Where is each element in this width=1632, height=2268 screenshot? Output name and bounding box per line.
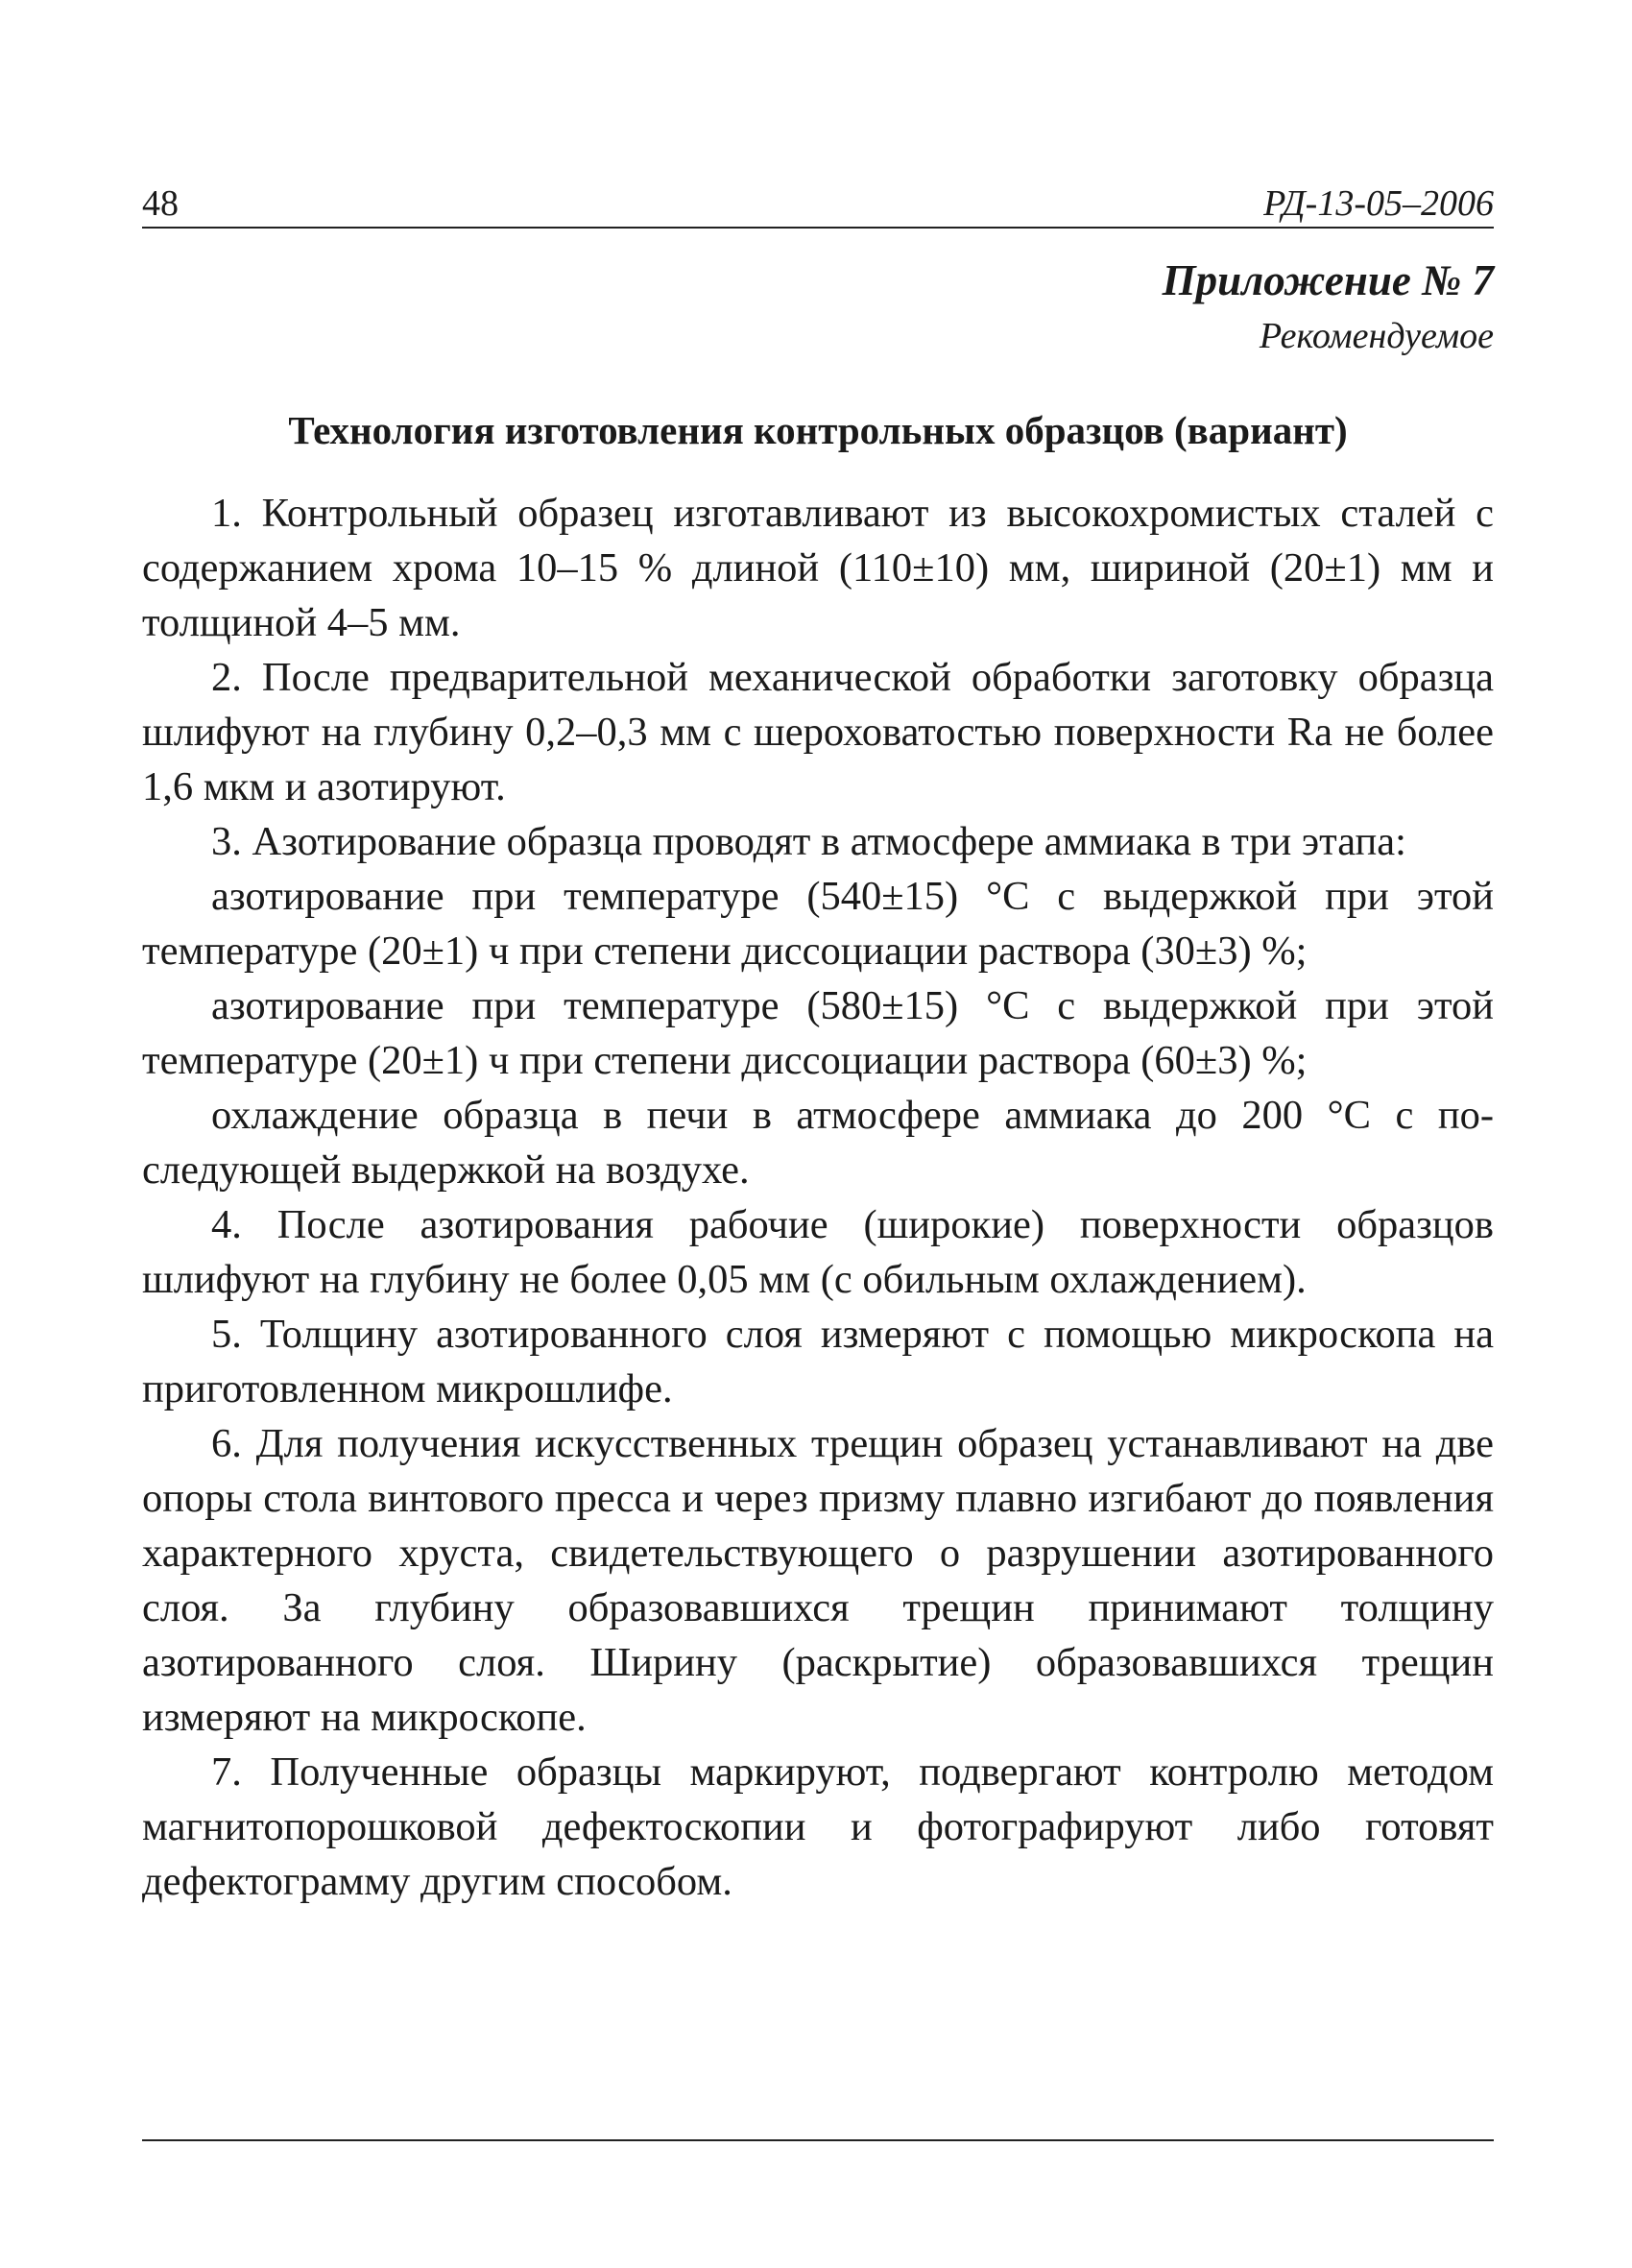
paragraph-3-stage-1: азотирование при температуре (540±15) °С с выдержкой при этой температуре (20±1) ч при степени диссоциации раствора (30±3) %; xyxy=(142,874,1494,974)
paragraph-4: 4. После азотирования рабочие (широкие) поверхности образцов шлифуют на глубину не более 0,05 мм (с обильным охлаждением). xyxy=(142,1202,1494,1302)
paragraph-5: 5. Толщину азотированного слоя измеряют с помощью микроскопа на приготовленном микрошлифе. xyxy=(142,1312,1494,1411)
paragraph-7: 7. Полученные образцы маркируют, подвергают контролю методом магнитопорошковой дефектоскопии и фотографируют либо готовят дефектограмму другим способом. xyxy=(142,1749,1494,1904)
appendix-title: Приложение № 7 xyxy=(1162,256,1494,304)
section-heading: Технология изготовления контрольных образцов (вариант) xyxy=(288,408,1348,452)
appendix-label xyxy=(1163,252,1494,363)
paragraph-2: 2. После предварительной механической обработки заготовку образца шлифуют на глубину 0,2–0,3 мм с шероховатостью поверхности Ra не более 1,6 мкм и азотируют. xyxy=(142,655,1494,809)
body-text xyxy=(142,486,1494,1909)
footer-divider xyxy=(142,2139,1494,2141)
page-number: 48 xyxy=(142,183,179,224)
paragraph-3: 3. Азотирование образца проводят в атмосфере аммиака в три этапа: xyxy=(211,819,1406,864)
paragraph-6: 6. Для получения искусственных трещин образец устанавливают на две опоры стола винтового пресса и через призму плавно изгибают до появления характерного хруста, свидетельствующего о разрушении азотированного слоя. За глубину образовавшихся трещин принимают толщину азотированного слоя. Ширину (раскрытие) образовавшихся трещин измеряют на микроскопе. xyxy=(142,1421,1494,1740)
paragraph-3-stage-2: азотирование при температуре (580±15) °С с выдержкой при этой температуре (20±1) ч при степени диссоциации раствора (60±3) %; xyxy=(142,983,1494,1083)
appendix-subtitle: Рекомендуемое xyxy=(1259,316,1494,356)
paragraph-3-stage-3: охлаждение образца в печи в атмосфере аммиака до 200 °С с последующей выдержкой на воздухе. xyxy=(142,1093,1494,1193)
paragraph-1: 1. Контрольный образец изготавливают из высокохромистых сталей с содержанием хрома 10–15 % длиной (110±10) мм, шириной (20±1) мм и толщиной 4–5 мм. xyxy=(142,491,1494,645)
document-code: РД-13-05–2006 xyxy=(1263,183,1494,224)
page-header xyxy=(142,181,1494,229)
